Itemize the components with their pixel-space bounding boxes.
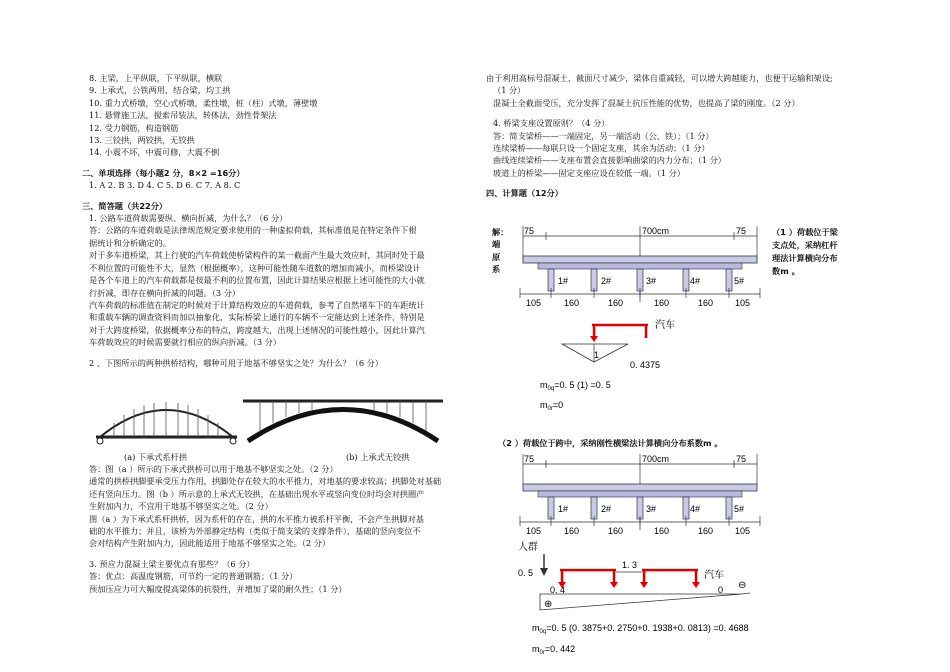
dim-span: 160: [564, 526, 580, 536]
text-line: 答：公路的车道荷载是法律规范规定要求使用的一种虚拟荷载，其标准值是在特定条件下根: [89, 225, 417, 236]
deck-slab-lower: [538, 491, 742, 497]
m0r-symbol: $m_{0r}=0$: [540, 400, 564, 412]
text-line: （1 ）荷载位于梁: [772, 227, 838, 237]
m0q-symbol: $m_{0q}=0$. 5 (0. 3875+0. 2750+0. 1938+0. 0813) =0. 4688: [532, 623, 749, 635]
beam-label: 2#: [601, 276, 612, 286]
solve-label: [492, 226, 508, 276]
text-line: 车荷载效应的时候需要就行相应的纵向折减。（3 分）: [89, 337, 282, 348]
text-line: 和重载车辆的调查资料而加以抽象化，实际桥梁上通行的车辆不一定能达到上述条件，特别是: [89, 312, 425, 323]
section-title: 二、单项选择（每小题2 分，8×2 =16分）: [82, 167, 245, 178]
text-line: ：: [500, 227, 509, 237]
ordinate-zero: 0: [718, 585, 724, 595]
text-line: 汽车荷载的标准值在制定的时候对于计算结构效应的车道荷载，参考了自然堵车下的车距统计: [89, 299, 425, 310]
text-line: 不利位置的可能性不大，显然（根据概率），这种可能性随车道数的增加而减小，而桥梁设计: [89, 262, 421, 273]
question-3: [82, 558, 462, 595]
beam-label: 3#: [646, 504, 657, 514]
dim-span: 160: [564, 298, 580, 308]
beam-label: 4#: [690, 504, 701, 514]
answer-list: [82, 72, 462, 159]
dim-edge-left: 75: [524, 226, 535, 236]
dim-total: 700cm: [642, 454, 670, 464]
beam-label: 1#: [558, 504, 569, 514]
text-line: 答：图（a ）所示的下承式拱桥可以用于地基不够坚实之处。（2 分）: [89, 463, 338, 474]
ordinate-value: 0. 4375: [630, 360, 661, 370]
choice-answers: 1. A 2. B 3. D 4. C 5. D 6. C 7. A 8. C: [89, 180, 241, 191]
text-line: 答：简支梁桥——一端固定，另一端活动（公、铁）；（1 分）: [493, 130, 714, 141]
text-line: 端: [492, 239, 501, 250]
beam-label: 4#: [690, 276, 701, 286]
question-1: [82, 212, 462, 348]
dim-edge-left: 75: [524, 454, 535, 464]
question-2-title: 2 、下图所示的两种拱桥结构，哪种可用于地基不够坚实之处？为什么？（6 分）: [89, 357, 383, 368]
text-line: 支点处，采纳杠杆: [772, 240, 838, 250]
text-line: 曲线连续梁桥——支座布置会直接影响曲梁的内力分布；（1 分）: [493, 155, 726, 166]
plus-icon: ⊕: [544, 599, 553, 610]
dim-span: 160: [654, 526, 670, 536]
dim-span: 160: [654, 298, 670, 308]
text-line: 础的水平推力；并且，该桥为外部静定结构（类似于简支梁的支撑条件），基础的竖向变位不: [89, 525, 421, 536]
text-line: 答：优点：高温度钢筋，可节约一定的普通钢筋；（1 分）: [89, 571, 298, 582]
text-line: 坡道上的桥梁——固定支座应设在较低一端。（1 分）: [493, 167, 686, 178]
dim-span: 160: [608, 526, 624, 536]
question-2-answer: [82, 463, 462, 550]
calc-2-note: （2 ）荷载位于跨中，采纳刚性横梁法计算横向分布系数m 。: [498, 438, 723, 448]
text-line: 是各个车道上的汽车荷载都是按最不利的位置布置，因此计算结果应根据上述可能性的大小就: [89, 275, 425, 286]
cross-section-figure-1: [510, 222, 770, 417]
question-4: [486, 117, 926, 179]
m0q-symbol: $m_{0q}=0$. 5 (1) =0. 5: [540, 380, 611, 392]
text-line: 还有竖向压力。图（b ）所示意的上承式无铰拱，在基础出现水平或竖向变位时均会对拱圈产: [89, 488, 425, 499]
crowd-width: 0. 5: [518, 568, 534, 578]
text-line: 原: [492, 251, 501, 262]
deck-slab: [523, 256, 757, 263]
dim-span: 160: [698, 526, 714, 536]
text-line: 连续梁桥——每联只设一个固定支座，其余为活动；（1 分）: [493, 143, 710, 154]
text-line: 系: [492, 264, 501, 275]
influence-line: [540, 594, 742, 610]
dim-edge-right: 75: [736, 226, 747, 236]
ordinate-value: 0. 4: [550, 585, 566, 595]
arch-figures: [88, 393, 448, 448]
car-label: 汽车: [704, 570, 724, 581]
figure-a-caption: (a) 下承式系杆拱: [124, 451, 187, 462]
load-arrow: [590, 325, 648, 342]
list-item: 10. 重力式桥墩，空心式桥墩，柔性墩，桩（柱）式墩，薄壁墩: [89, 97, 318, 108]
m0r-symbol: $m_{0r}=0$. 442: [532, 644, 576, 656]
beam-label: 1#: [558, 276, 569, 286]
list-item: 14. 小震不坏，中震可修，大震不倒: [89, 147, 220, 158]
list-item: 11. 悬臂施工法，搅索吊装法，转体法，劲性骨架法: [89, 110, 277, 121]
dim-span: 105: [735, 298, 751, 308]
section-title: 四、计算题（12分）: [486, 188, 563, 199]
dim-span: 105: [526, 298, 542, 308]
list-item: 9. 上承式，公铁两用，结合梁，均工拱: [89, 85, 231, 96]
left-column: [82, 0, 462, 595]
text-line: 由于利用高标号混凝土，截面尺寸减少，梁体自重减轻，可以增大跨越能力，也便于运输和架设;: [486, 73, 833, 83]
car-label: 汽车: [655, 320, 675, 331]
beam-label: 5#: [734, 276, 745, 286]
dim-total: 700cm: [642, 226, 670, 236]
text-line: 图（a ）为下承式系杆拱桥，因为系杆的存在，拱的水平推力被系杆平衡，不会产生拱脚对基: [89, 513, 424, 524]
right-column: [486, 0, 926, 200]
beam-label: 5#: [734, 504, 745, 514]
beams: [548, 269, 732, 291]
text-line: 据统计和分析确定的。: [89, 237, 171, 248]
list-item: 12. 受力钢筋，构造钢筋: [89, 122, 179, 133]
crowd-label: 人群: [518, 542, 538, 553]
tied-arch-figure: [96, 402, 237, 444]
text-line: 对于大跨度桥梁，依据概率分布的特点，跨度越大，出现上述情况的可能性越小，因此计算汽: [89, 324, 425, 335]
deck-arch-figure: [243, 401, 443, 441]
dim-span: 160: [698, 298, 714, 308]
text-line: 对于多车道桥梁，其上行驶的汽车荷载使桥梁构件的某一截面产生最大效应时，其同时处于最: [89, 250, 425, 261]
text-line: 解: [492, 227, 501, 237]
deck-slab-lower: [538, 263, 742, 269]
text-line: 通常的拱桥拱脚要承受压力作用，拱脚处存在较大的水平推力，对地基的要求较高；拱脚处对基础: [89, 476, 442, 487]
text-line: 预加压应力可大幅度提高梁体的抗裂性，并增加了梁的耐久性；（1 分）: [89, 583, 347, 594]
axle-gap: 1. 3: [622, 560, 638, 570]
calc-1-note: [772, 226, 838, 278]
text-line: 数m 。: [772, 266, 800, 276]
beam-label: 3#: [646, 276, 657, 286]
list-item: 13. 三铰拱，两铰拱，无铰拱: [89, 135, 195, 146]
section-title: 三、简答题（共22分）: [82, 200, 168, 211]
ordinate-one: 1: [594, 350, 600, 360]
text-line: 混凝土全截面受压，充分发挥了混凝土抗压性能的优势，也提高了梁的刚度。（2 分）: [493, 97, 800, 108]
text-line: 理法计算横向分布: [772, 253, 838, 263]
beam-label: 2#: [601, 504, 612, 514]
text-line: 1. 公路车道荷载需要纵、横向折减，为什么？（6 分）: [89, 213, 288, 224]
text-line: 行折减，即存在横向折减的问题。（3 分）: [89, 287, 241, 298]
text-line: 4. 桥梁支座设置原则？（4 分）: [493, 118, 610, 129]
dim-span: 105: [735, 526, 751, 536]
figure-b-caption: (b) 上承式无铰拱: [346, 451, 410, 462]
beams: [548, 497, 732, 519]
dim-edge-right: 75: [736, 454, 747, 464]
deck-slab: [523, 484, 757, 491]
text-line: 3. 预应力混凝土梁主要优点有那些？（6 分）: [89, 558, 255, 569]
dim-span: 160: [608, 298, 624, 308]
text-line: （1 分）: [493, 85, 526, 96]
list-item: 8. 主梁，上平纵联，下平纵联，横联: [89, 73, 223, 83]
minus-icon: ⊖: [738, 580, 747, 591]
dim-span: 105: [526, 526, 542, 536]
cross-section-figure-2: [510, 450, 770, 672]
text-line: 会对结构产生附加内力，因此能适用于地基不够坚实之处。（2 分）: [89, 538, 331, 549]
text-line: 生附加内力，不宜用于地基不够坚实之处。（2 分）: [89, 501, 273, 512]
